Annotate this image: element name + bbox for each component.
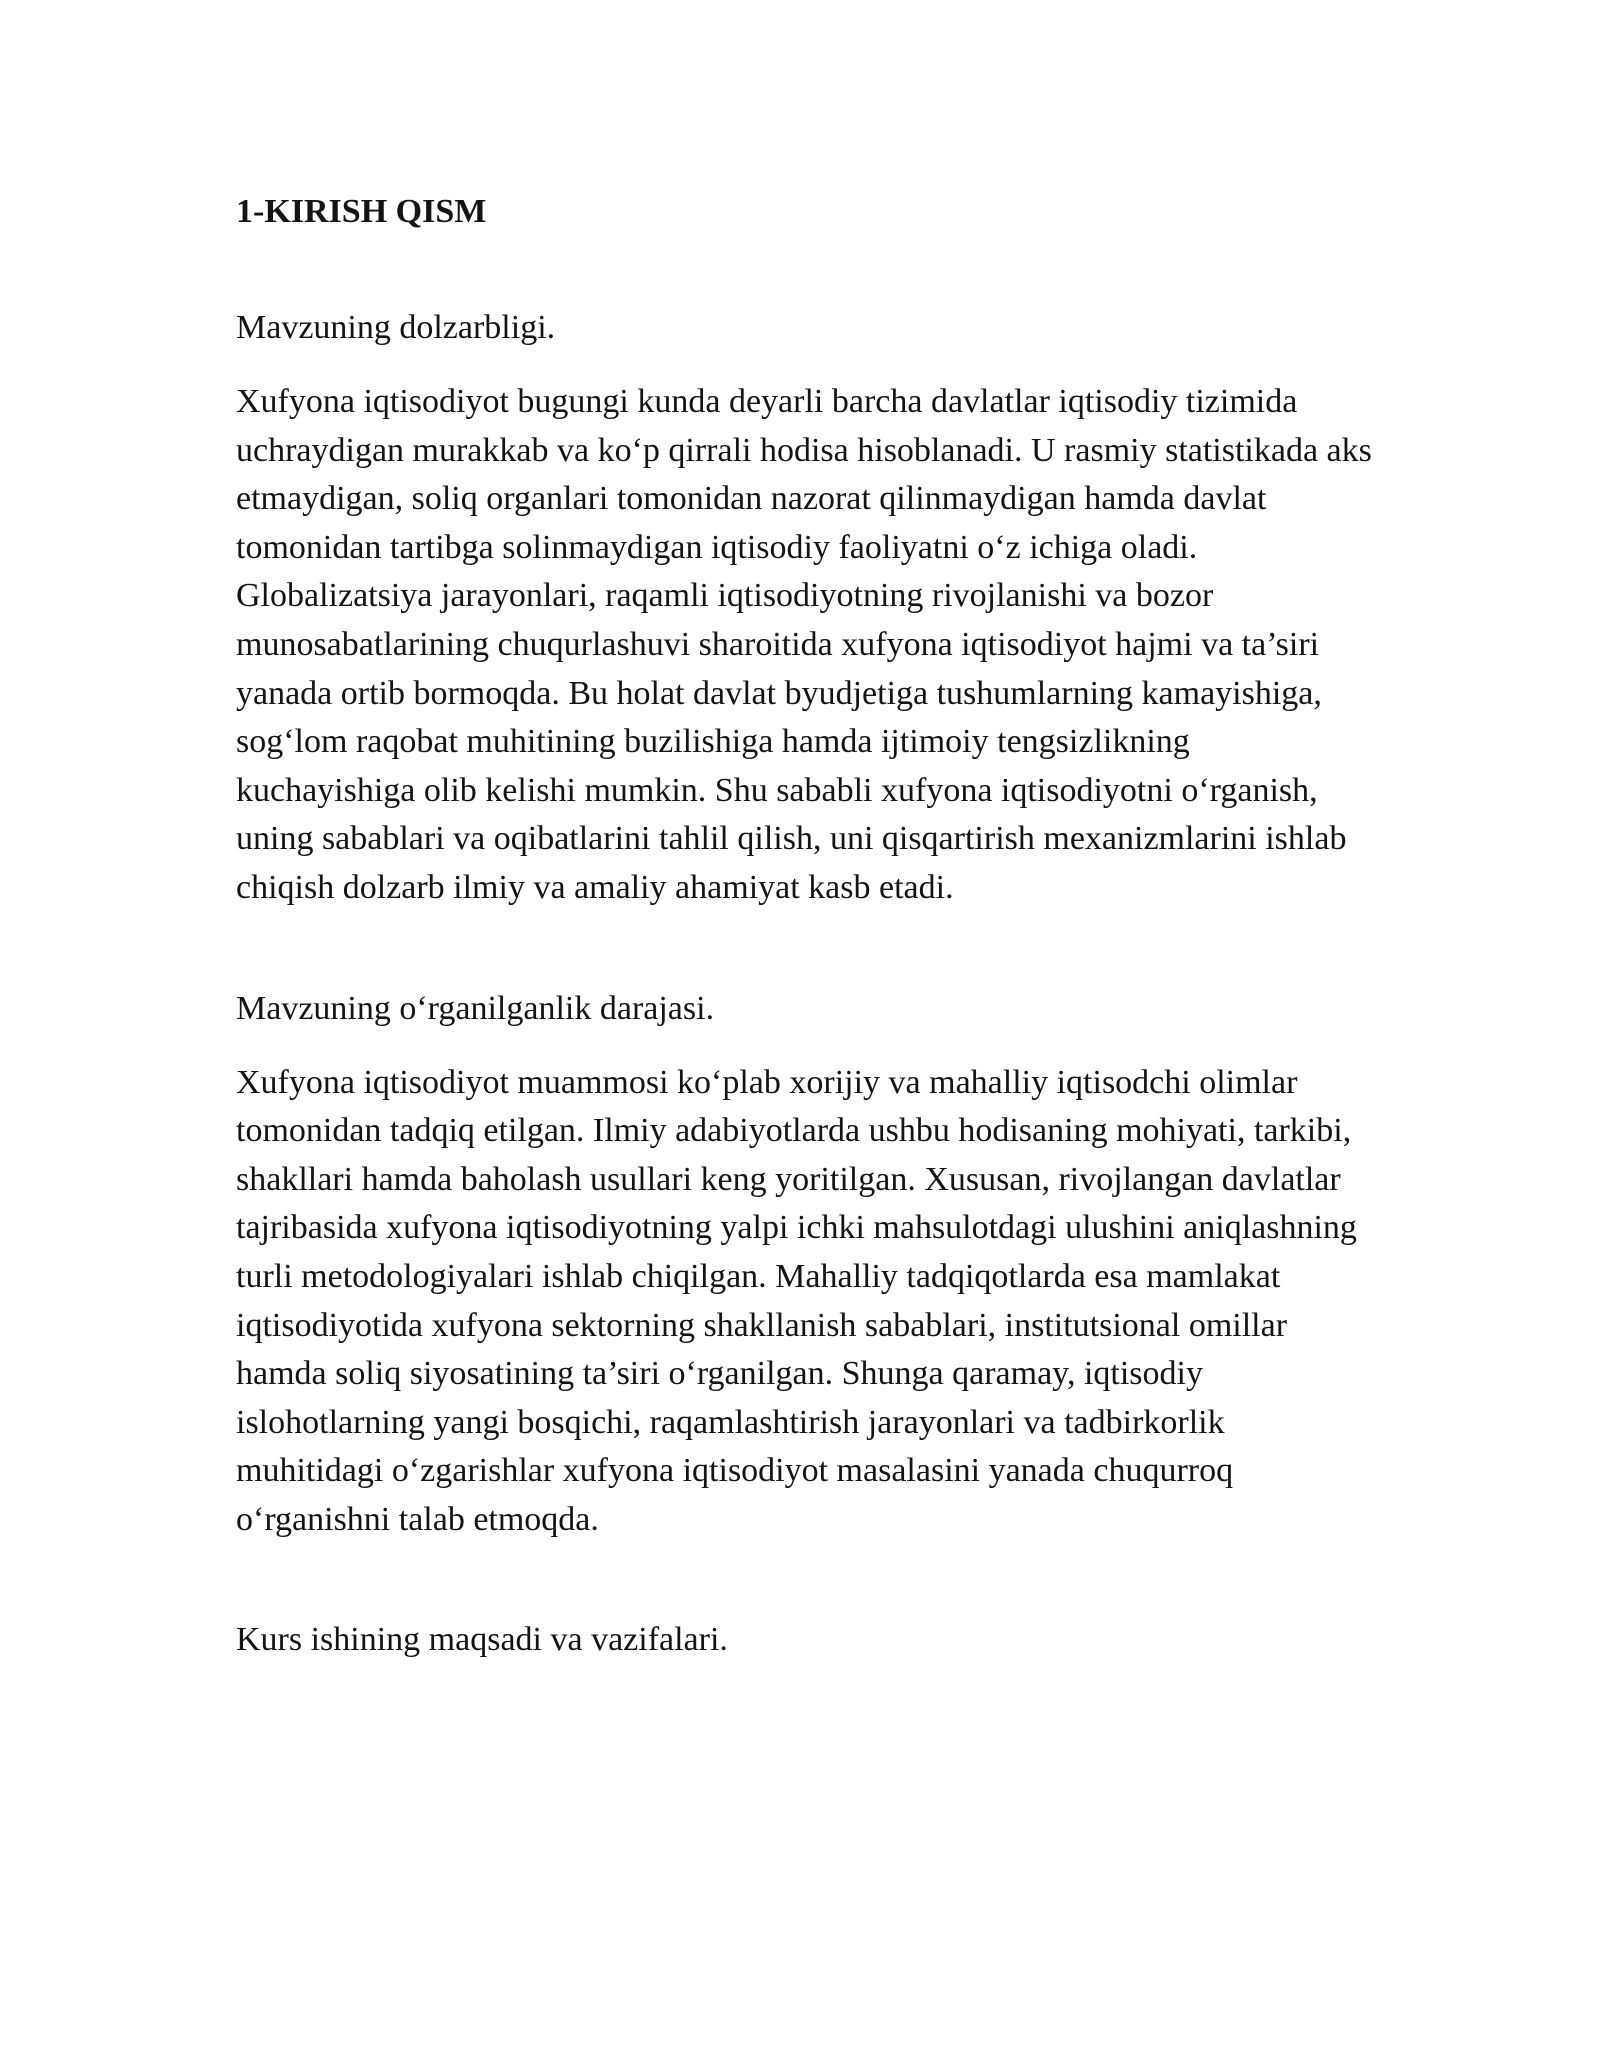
section-heading-relevance: Mavzuning dolzarbligi. <box>236 309 556 346</box>
section-heading-goals: Kurs ishining maqsadi va vazifalari. <box>236 1621 728 1659</box>
section-paragraph-study-level: Xufyona iqtisodiyot muammosi ko‘plab xorijiy va mahalliy iqtisodchi olimlar tomonidan tadqiq etilgan. Ilmiy adabiyotlarda ushbu hodisaning mohiyati, tarkibi, shakllari hamda baholash usullari keng yoritilgan. Xususan, rivojlangan davlatlar tajribasida xufyona iqtisodiyotning yalpi ichki mahsulotdagi ulushini aniqlashning turli metodologiyalari ishlab chiqilgan. Mahalliy tadqiqotlarda esa mamlakat iqtisodiyotida xufyona sektorning shakllanish sabablari, institutsional omillar hamda soliq siyosatining ta’siri o‘rganilgan. Shunga qaramay, iqtisodiy islohotlarning yangi bosqichi, raqamlashtirish jarayonlari va tadbirkorlik muhitidagi o‘zgarishlar xufyona iqtisodiyot masalasini yanada chuqurroq o‘rganishni talab etmoqda. <box>236 1063 1357 1538</box>
section-paragraph-relevance: Xufyona iqtisodiyot bugungi kunda deyarli barcha davlatlar iqtisodiy tizimida uchraydigan murakkab va ko‘p qirrali hodisa hisoblanadi. U rasmiy statistikada aks etmaydigan, soliq organlari tomonidan nazorat qilinmaydigan hamda davlat tomonidan tartibga solinmaydigan iqtisodiy faoliyatni o‘z ichiga oladi. Globalizatsiya jarayonlari, raqamli iqtisodiyotning rivojlanishi va bozor munosabatlarining chuqurlashuvi sharoitida xufyona iqtisodiyot hajmi va ta’siri yanada ortib bormoqda. Bu holat davlat byudjetiga tushumlarning kamayishiga, sog‘lom raqobat muhitining buzilishiga hamda ijtimoiy tengsizlikning kuchayishiga olib kelishi mumkin. Shu sababli xufyona iqtisodiyotni o‘rganish, uning sabablari va oqibatlarini tahlil qilish, uni qisqartirish mexanizmlarini ishlab chiqish dolzarb ilmiy va amaliy ahamiyat kasb etadi. <box>236 383 1372 906</box>
page-title: 1-KIRISH QISM <box>236 193 487 230</box>
section-heading-study-level: Mavzuning o‘rganilganlik darajasi. <box>236 989 715 1027</box>
document-body <box>236 188 1376 1690</box>
